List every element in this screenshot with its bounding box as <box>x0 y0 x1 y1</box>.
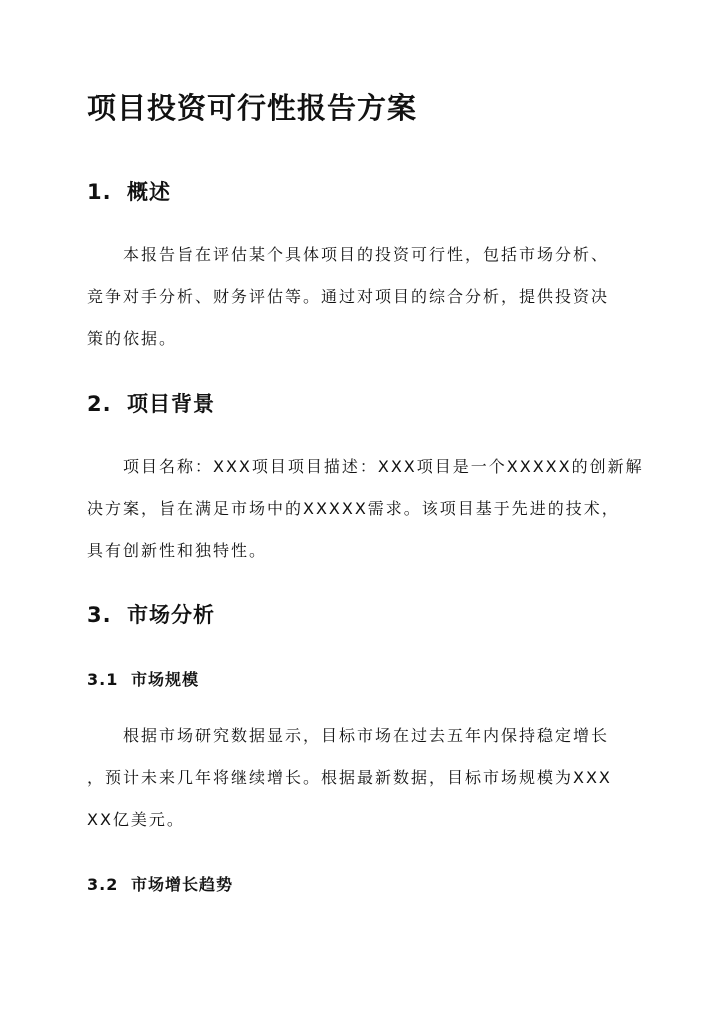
subsection-heading <box>87 667 199 690</box>
section-number: 1. <box>87 180 112 204</box>
section-heading <box>87 599 215 629</box>
paragraph-line: ，预计未来几年将继续增长。根据最新数据，目标市场规模为XXX <box>87 768 612 787</box>
subsection-title: 市场规模 <box>131 670 200 689</box>
section-paragraph <box>87 234 635 360</box>
section-number: 3. <box>87 603 112 627</box>
section-title: 概述 <box>127 180 171 204</box>
paragraph-line: XX亿美元。 <box>87 810 185 829</box>
subsection-paragraph <box>87 715 635 841</box>
paragraph-line: 策的依据。 <box>87 329 178 348</box>
section-heading <box>87 176 171 206</box>
section-number: 2. <box>87 392 112 416</box>
subsection-title: 市场增长趋势 <box>131 875 234 894</box>
subsection-number: 3.2 <box>87 875 119 894</box>
section-heading <box>87 388 215 418</box>
paragraph-line: 根据市场研究数据显示，目标市场在过去五年内保持稳定增长 <box>123 726 610 745</box>
section-title: 项目背景 <box>127 392 215 416</box>
document-title: 项目投资可行性报告方案 <box>87 91 418 125</box>
subsection-number: 3.1 <box>87 670 119 689</box>
paragraph-line: 具有创新性和独特性。 <box>87 541 268 560</box>
section-paragraph <box>87 446 644 572</box>
paragraph-line: 竞争对手分析、财务评估等。通过对项目的综合分析，提供投资决 <box>87 287 610 306</box>
subsection-heading <box>87 872 233 895</box>
paragraph-line: 项目名称：XXX项目项目描述：XXX项目是一个XXXXX的创新解 <box>123 457 644 476</box>
paragraph-line: 本报告旨在评估某个具体项目的投资可行性，包括市场分析、 <box>123 245 610 264</box>
section-title: 市场分析 <box>127 603 215 627</box>
paragraph-line: 决方案，旨在满足市场中的XXXXX需求。该项目基于先进的技术， <box>87 499 620 518</box>
